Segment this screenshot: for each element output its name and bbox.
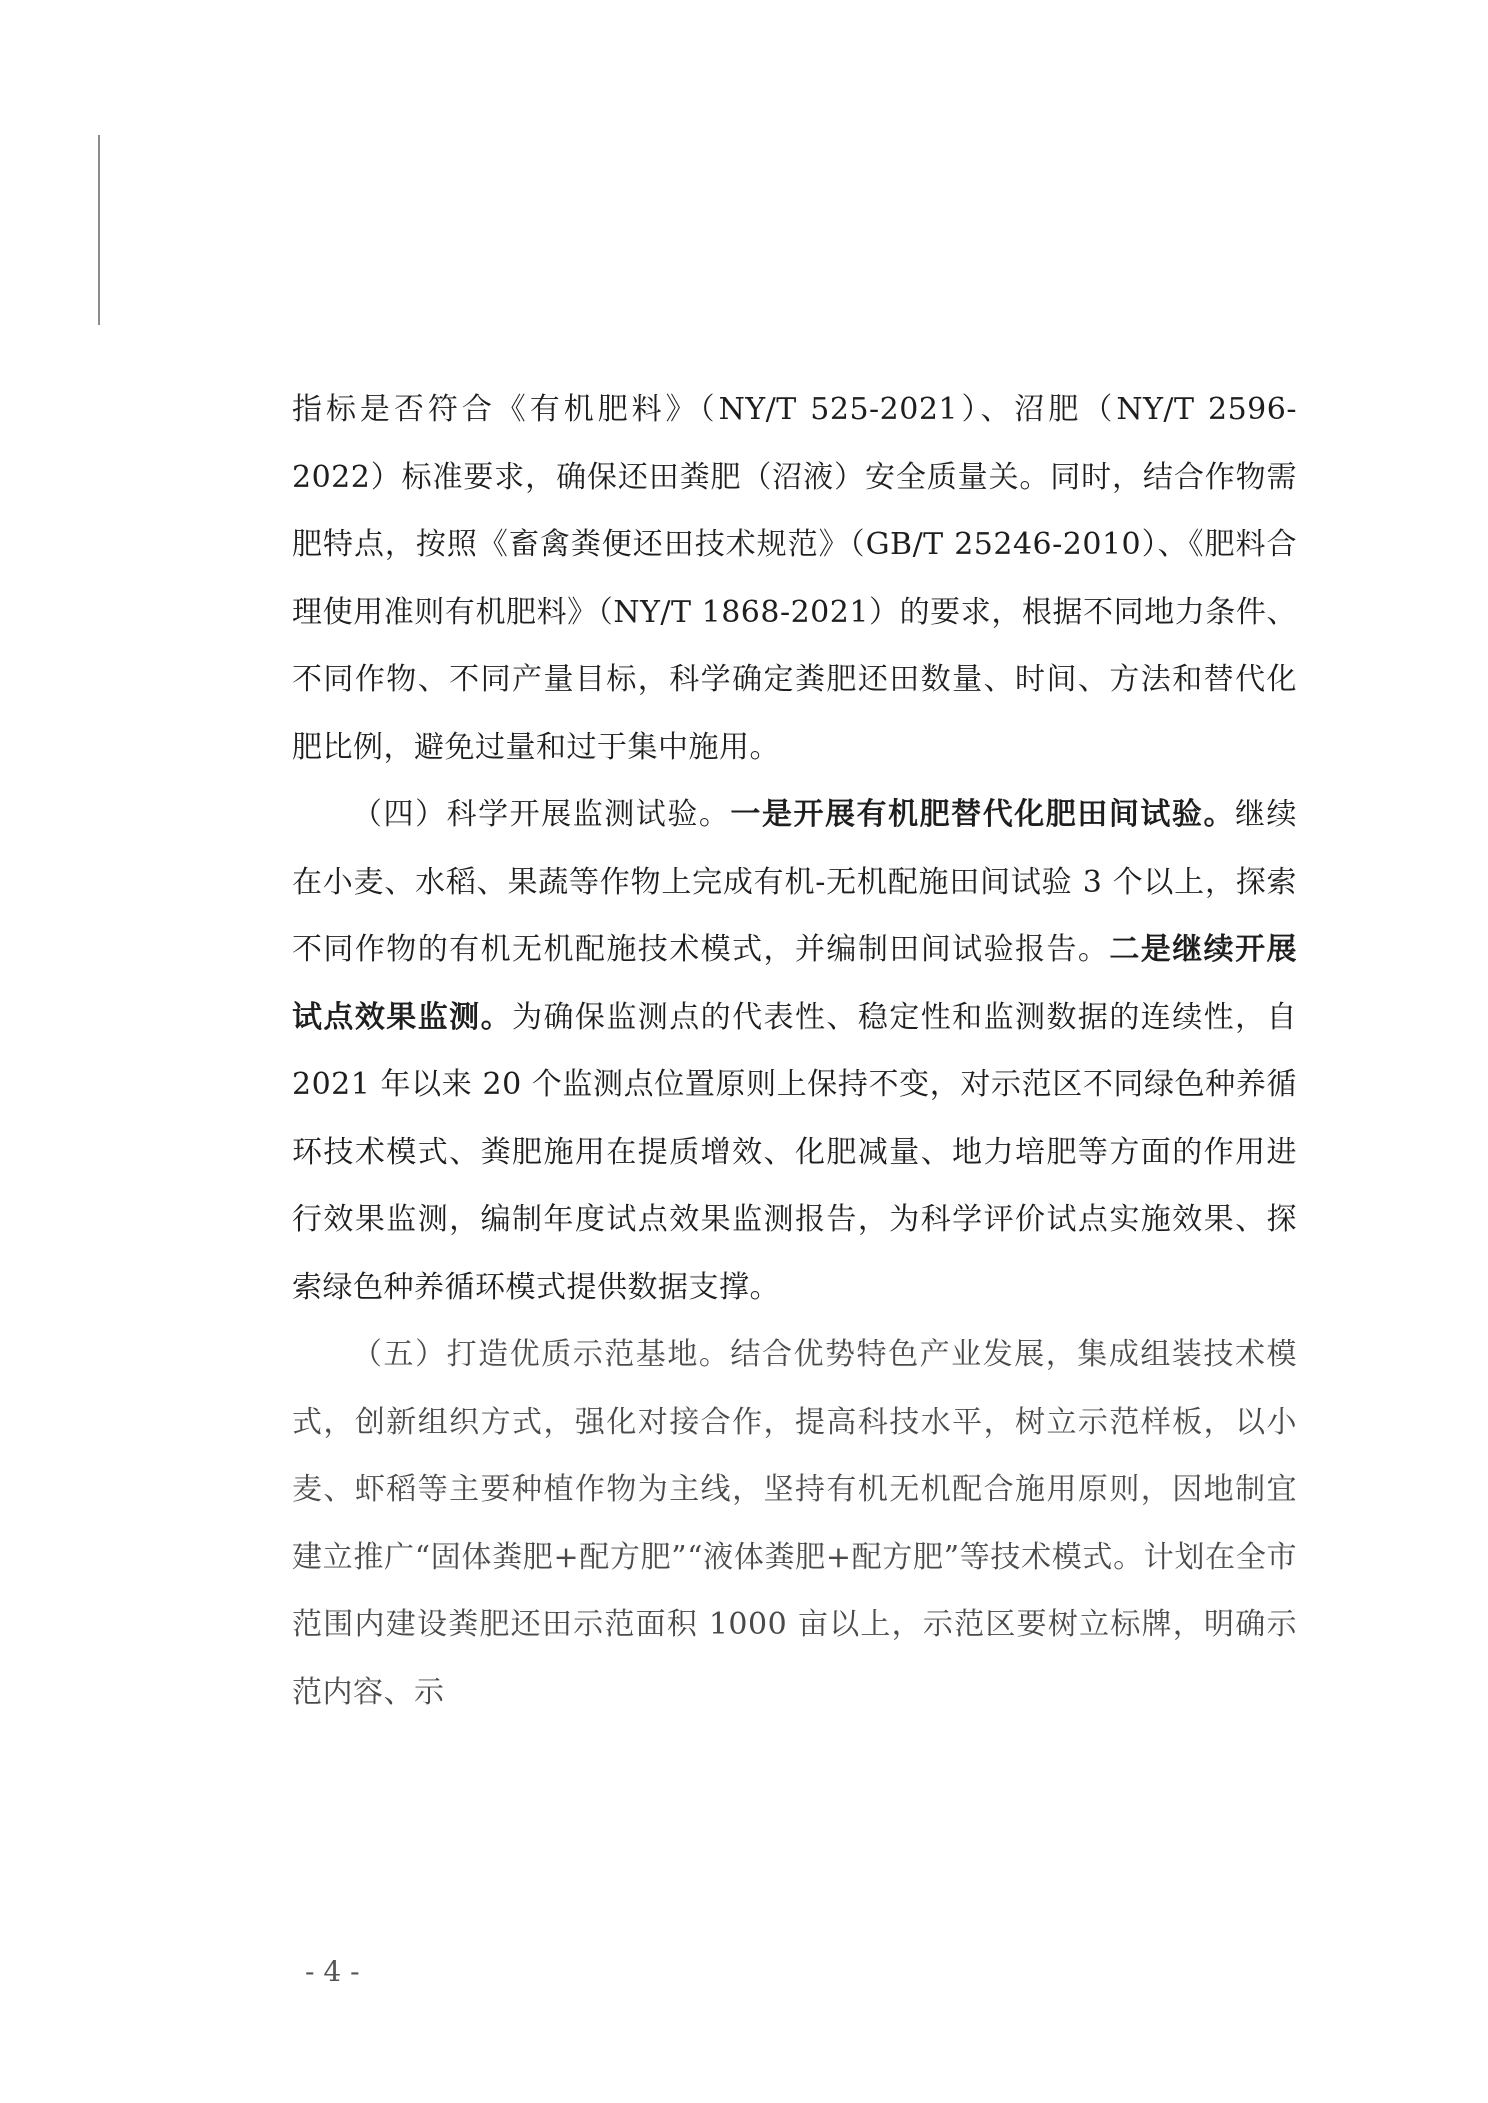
- paragraph-5-text: （五）打造优质示范基地。结合优势特色产业发展，集成组装技术模式，创新组织方式，强化对接合作，提高科技水平，树立示范样板，以小麦、虾稻等主要种植作物为主线，坚持有机无机配合施用原则，因地制宜建立推广“固体粪肥+配方肥”“液体粪肥+配方肥”等技术模式。计划在全市范围内建设粪肥还田示范面积 1000 亩以上，示范区要树立标牌，明确示范内容、示: [292, 1337, 1297, 1710]
- paragraph-1: [292, 376, 1297, 781]
- paragraph-1-text: 指标是否符合《有机肥料》（NY/T 525-2021）、沼肥（NY/T 2596-2022）标准要求，确保还田粪肥（沼液）安全质量关。同时，结合作物需肥特点，按照《畜禽粪便还田技术规范》（GB/T 25246-2010）、《肥料合理使用准则有机肥料》（NY/T 1868-2021）的要求，根据不同地力条件、不同作物、不同产量目标，科学确定粪肥还田数量、时间、方法和替代化肥比例，避免过量和过于集中施用。: [292, 392, 1297, 765]
- binding-margin-line: [98, 135, 100, 325]
- bold-point-1: 一是开展有机肥替代化肥田间试验。: [730, 797, 1235, 832]
- section-heading-4: （四）科学开展监测试验。: [352, 797, 731, 832]
- document-body: [292, 376, 1297, 1726]
- paragraph-4-monitoring: [292, 781, 1297, 1321]
- page-number: - 4 -: [305, 1955, 360, 1988]
- paragraph-4-text-b: 为确保监测点的代表性、稳定性和监测数据的连续性，自 2021 年以来 20 个监测点位置原则上保持不变，对示范区不同绿色种养循环技术模式、粪肥施用在提质增效、化肥减量、地力培肥等方面的作用进行效果监测，编制年度试点效果监测报告，为科学评价试点实施效果、探索绿色种养循环模式提供数据支撑。: [292, 999, 1298, 1305]
- paragraph-4-text-a: 继续在小麦、水稻、果蔬等作物上完成有机-无机配施田间试验 3 个以上，探索不同作物的有机无机配施技术模式，并编制田间试验报告。: [292, 797, 1298, 967]
- bold-point-2: 二是继续开展试点效果监测。: [292, 932, 1298, 1035]
- paragraph-5-demonstration: [292, 1321, 1297, 1726]
